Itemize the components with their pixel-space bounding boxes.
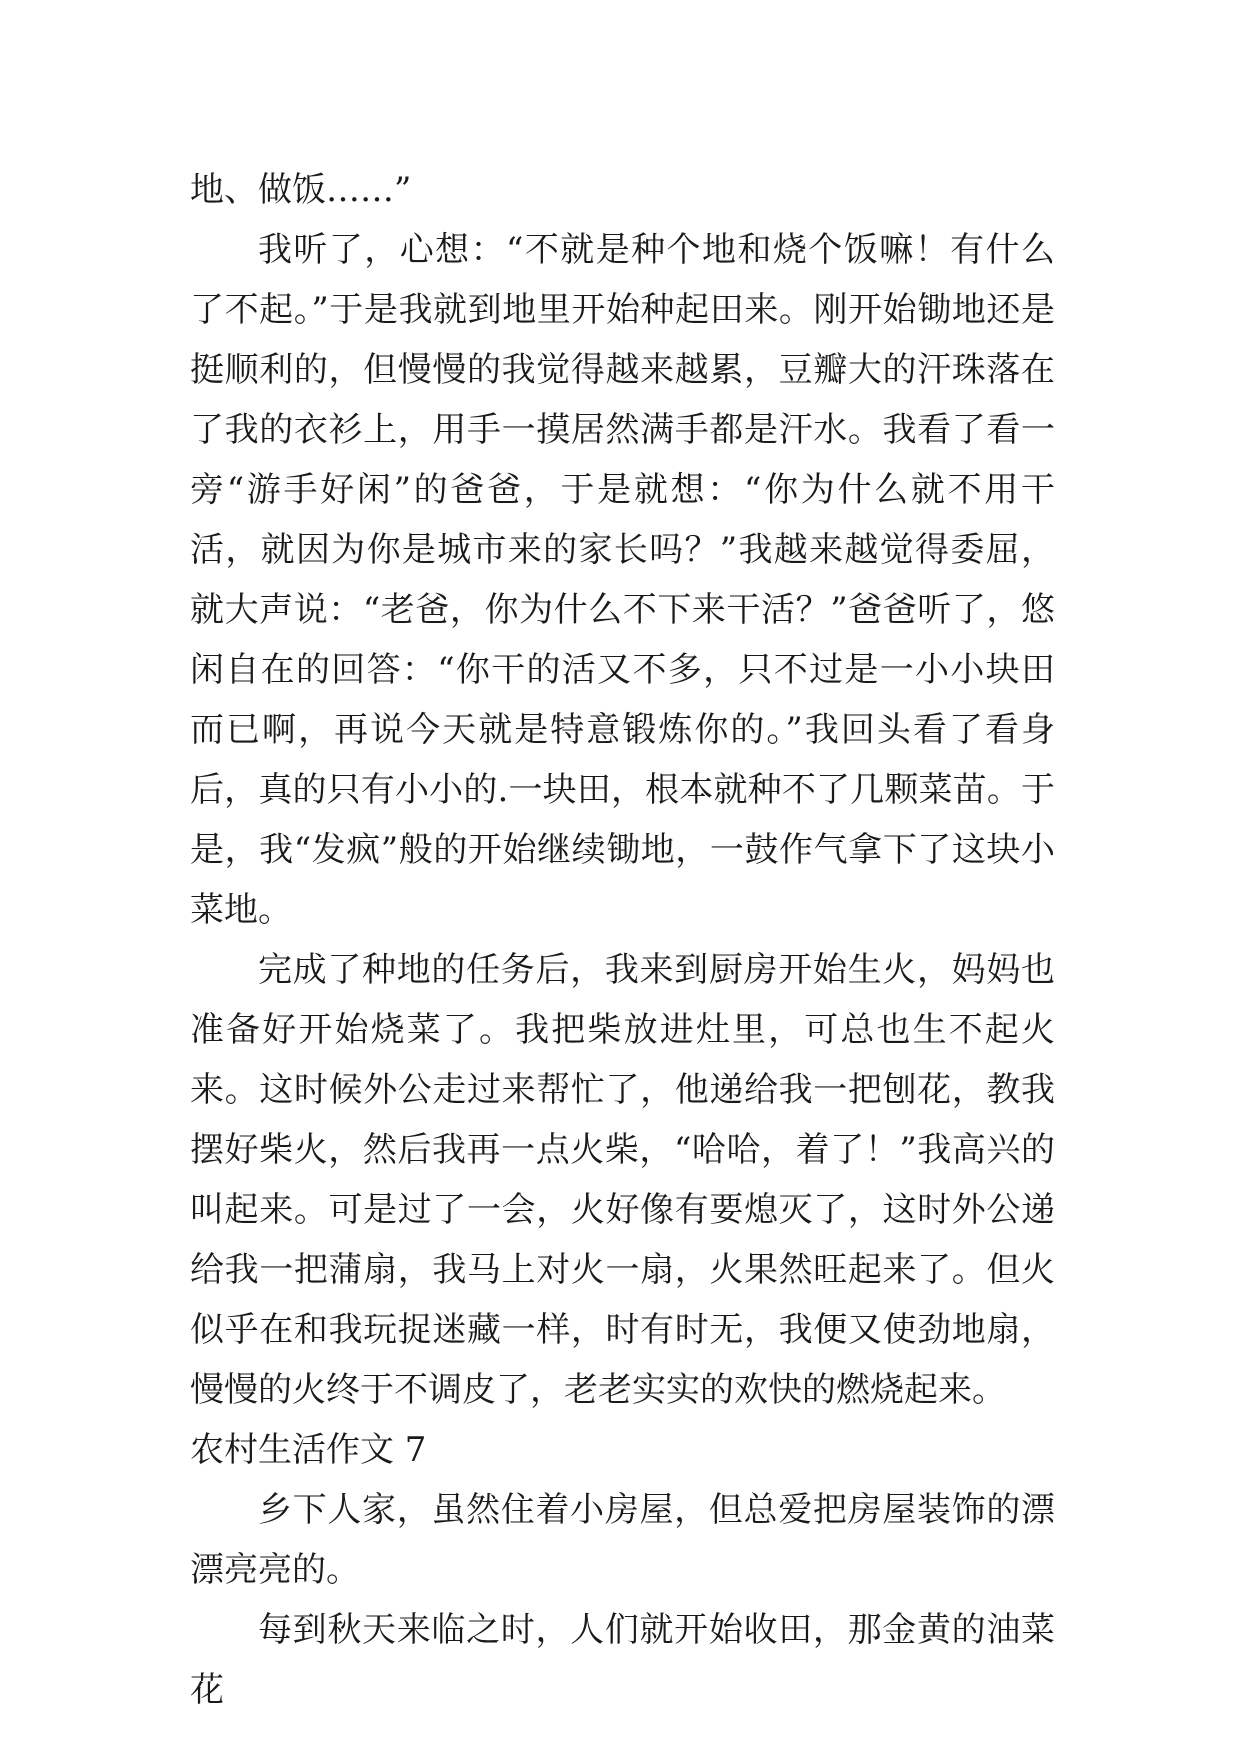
paragraph-4: 每到秋天来临之时，人们就开始收田，那金黄的油菜花 [190,1610,1055,1710]
paragraph-2: 完成了种地的任务后，我来到厨房开始生火，妈妈也准备好开始烧菜了。我把柴放进灶里，可总也生不起火来。这时候外公走过来帮忙了，他递给我一把刨花，教我摆好柴火，然后我再一点火柴，“哈哈，着了！”我高兴的叫起来。可是过了一会，火好像有要熄灭了，这时外公递给我一把蒲扇，我马上对火一扇，火果然旺起来了。但火似乎在和我玩捉迷藏一样，时有时无，我便又使劲地扇，慢慢的火终于不调皮了，老老实实的欢快的燃烧起来。 [190,950,1055,1410]
lead-fragment: 地、做饭……” [190,170,412,210]
document-body [190,160,1055,1720]
paragraph-3: 乡下人家，虽然住着小房屋，但总爱把房屋装饰的漂漂亮亮的。 [190,1490,1055,1590]
paragraph-1: 我听了，心想：“不就是种个地和烧个饭嘛！有什么了不起。”于是我就到地里开始种起田来。刚开始锄地还是挺顺利的，但慢慢的我觉得越来越累，豆瓣大的汗珠落在了我的衣衫上，用手一摸居然满手都是汗水。我看了看一旁“游手好闲”的爸爸，于是就想：“你为什么就不用干活，就因为你是城市来的家长吗？”我越来越觉得委屈，就大声说：“老爸，你为什么不下来干活？”爸爸听了，悠闲自在的回答：“你干的活又不多，只不过是一小小块田而已啊，再说今天就是特意锻炼你的。”我回头看了看身后，真的只有小小的.一块田，根本就种不了几颗菜苗。于是，我“发疯”般的开始继续锄地，一鼓作气拿下了这块小菜地。 [190,230,1055,930]
section-title: 农村生活作文 7 [190,1430,427,1470]
